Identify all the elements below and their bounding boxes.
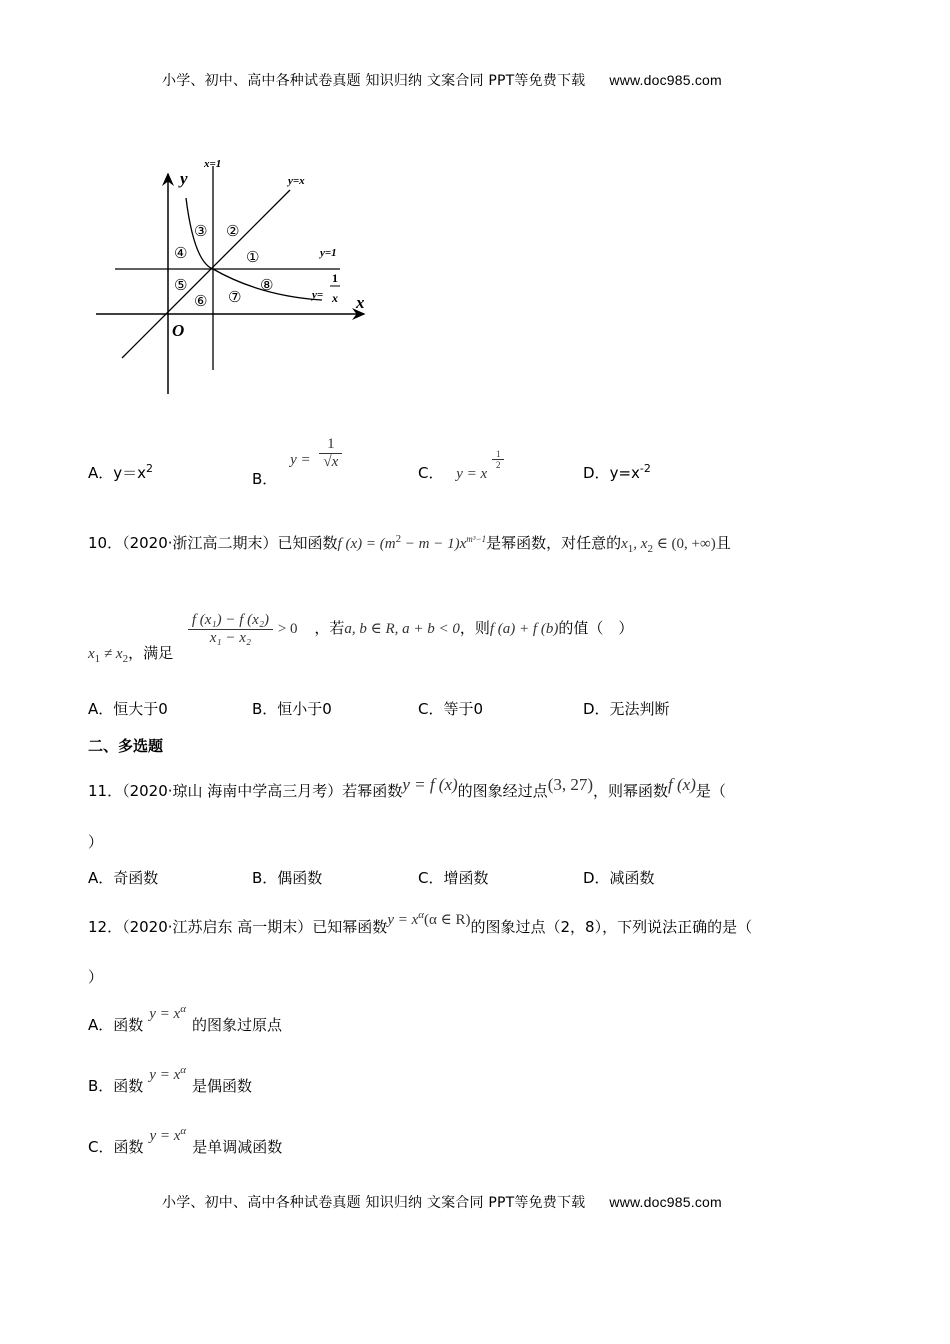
label-y-equals-1: y=1 [320,247,337,259]
q12-option-c[interactable]: C．函数$y = x^\alpha$是单调减函数 [88,1125,283,1156]
footer-banner-text: 小学、初中、高中各种试卷真题 知识归纳 文案合同 PPT等免费下载 [162,1195,586,1211]
q11-option-b[interactable]: B．偶函数 [252,869,323,887]
region-1: ① [246,248,260,266]
label-curve-prefix: y= [312,289,324,301]
q10-option-d[interactable]: D．无法判断 [583,700,670,718]
q11-option-a[interactable]: A．奇函数 [88,869,159,887]
q12-option-a[interactable]: A．函数$y = x^\alpha$的图象过原点 [88,1003,282,1034]
q11-option-d[interactable]: D．减函数 [583,869,655,887]
q12-option-b[interactable]: B．函数$y = x^\alpha$是偶函数 [88,1064,253,1095]
q9-option-d[interactable]: D．$y=x^{-2}$ [583,462,651,482]
q9-option-c[interactable]: C． y = x $\frac{1}{2}$ [418,462,504,484]
label-y-equals-x: y=x [288,175,305,187]
q12-stem: 12．（2020·江苏启东 高一期末）已知幂函数$y = x^\alpha(\alpha$ ∈ R)的图象过点（2，8），下列说法正确的是（ [88,909,753,936]
region-7: ⑦ [228,288,242,306]
label-curve-den: x [332,291,338,305]
y-axis-label: y [180,169,188,188]
q9-option-a[interactable]: A．$y=x^2$ [88,462,154,482]
q10-option-b[interactable]: B．恒小于0 [252,700,332,718]
footer-banner [162,1192,722,1212]
region-2: ② [226,222,240,240]
q10-stem-line2: $x_1 \ne x_2$，满足 $\frac{\text{f (x₁) − f (x₂)}}{\text{x₁ − x₂}}$ > 0 ，若a, b ∈ R, a + b < 0，则f (a) + f (b)的值（ ） [88,612,634,665]
label-x-equals-1: x=1 [204,158,222,170]
origin-label: O [172,321,185,340]
q10-option-a[interactable]: A．恒大于0 [88,700,168,718]
region-3: ③ [194,222,208,240]
x-axis-label: x [356,293,365,312]
label-curve-num: 1 [332,271,338,285]
line-y-equals-x [122,190,290,358]
q11-close: ） [88,833,104,851]
q11-option-c[interactable]: C．增函数 [418,869,489,887]
q11-stem: 11．（2020·琼山 海南中学高三月考）若幂函数y = f (x)的图象经过点(3, 27)，则幂函数f (x)是（ [88,775,726,800]
region-6: ⑥ [194,292,208,310]
region-5: ⑤ [174,276,188,294]
q10-option-c[interactable]: C．等于0 [418,700,484,718]
footer-banner-url[interactable]: www.doc985.com [609,1194,722,1210]
q12-close: ） [88,968,104,986]
section-heading: 二、多选题 [88,737,164,755]
q9-option-b[interactable]: B． y = $\frac{1}{√x}$ [252,436,342,471]
region-4: ④ [174,244,188,262]
header-banner [162,70,722,90]
power-function-figure [90,150,380,400]
banner-url[interactable]: www.doc985.com [609,72,722,88]
q10-stem-line1: 10．（2020·浙江高二期末）已知函数f $(x) = (m^2 - m - 1)x^{m^3-1}$是幂函数，对任意的$x_1$, $x_2$ ∈ (0, +∞)且 [88,533,731,555]
region-8: ⑧ [260,276,274,294]
banner-text: 小学、初中、高中各种试卷真题 知识归纳 文案合同 PPT等免费下载 [162,73,586,89]
